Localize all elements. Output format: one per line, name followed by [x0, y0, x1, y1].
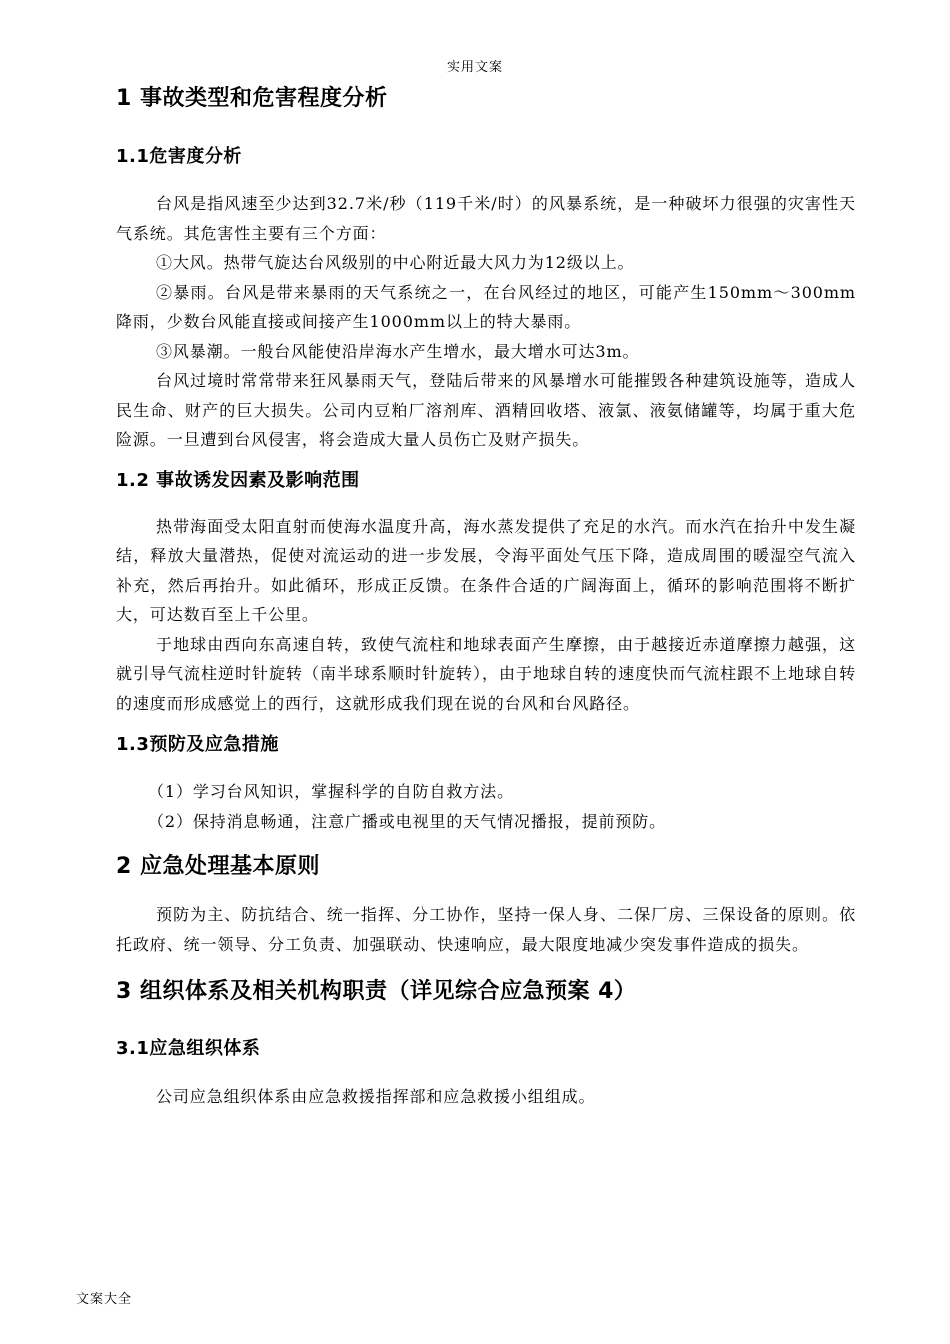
list-item: （1）学习台风知识，掌握科学的自防自救方法。	[148, 782, 514, 801]
paragraph: ①大风。热带气旋达台风级别的中心附近最大风力为12级以上。	[156, 253, 635, 272]
paragraph: 公司应急组织体系由应急救援指挥部和应急救援小组组成。	[156, 1087, 596, 1106]
paragraph: ②暴雨。台风是带来暴雨的天气系统之一，在台风经过的地区，可能产生150mm～300mm降雨，少数台风能直接或间接产生1000mm以上的特大暴雨。	[116, 282, 856, 331]
paragraph: 预防为主、防抗结合、统一指挥、分工协作，坚持一保人身、二保厂房、三保设备的原则。依托政府、统一领导、分工负责、加强联动、快速响应，最大限度地减少突发事件造成的损失。	[116, 905, 856, 954]
paragraph: 台风是指风速至少达到32.7米/秒（119千米/时）的风暴系统，是一种破坏力很强的灾害性天气系统。其危害性主要有三个方面：	[116, 194, 856, 243]
section-2-heading: 2 应急处理基本原则	[116, 854, 320, 879]
document-body	[116, 78, 856, 1112]
section-1-3-heading: 1.3预防及应急措施	[116, 734, 279, 755]
section-3-heading: 3 组织体系及相关机构职责（详见综合应急预案 4）	[116, 979, 637, 1004]
section-1-2-heading: 1.2 事故诱发因素及影响范围	[116, 469, 360, 491]
paragraph: 热带海面受太阳直射而使海水温度升高，海水蒸发提供了充足的水汽。而水汽在抬升中发生凝结，释放大量潜热，促使对流运动的进一步发展，令海平面处气压下降，造成周围的暖湿空气流入补充，然后再抬升。如此循环，形成正反馈。在条件合适的广阔海面上，循环的影响范围将不断扩大，可达数百至上千公里。	[116, 516, 856, 624]
section-3-1-heading: 3.1应急组织体系	[116, 1038, 261, 1059]
page-footer: 文案大全	[76, 1292, 133, 1307]
paragraph: 于地球由西向东高速自转，致使气流柱和地球表面产生摩擦，由于越接近赤道摩擦力越强，这就引导气流柱逆时针旋转（南半球系顺时针旋转），由于地球自转的速度快而气流柱跟不上地球自转的速度而形成感觉上的西行，这就形成我们现在说的台风和台风路径。	[116, 634, 856, 713]
section-1-1-heading: 1.1危害度分析	[116, 146, 242, 167]
paragraph: 台风过境时常常带来狂风暴雨天气，登陆后带来的风暴增水可能摧毁各种建筑设施等，造成人民生命、财产的巨大损失。公司内豆粕厂溶剂库、酒精回收塔、液氯、液氨储罐等，均属于重大危险源。一旦遭到台风侵害，将会造成大量人员伤亡及财产损失。	[116, 371, 856, 449]
page-header: 实用文案	[446, 60, 503, 75]
list-item: （2）保持消息畅通，注意广播或电视里的天气情况播报，提前预防。	[148, 811, 667, 831]
paragraph: ③风暴潮。一般台风能使沿岸海水产生增水，最大增水可达3m。	[156, 341, 640, 361]
section-1-heading: 1 事故类型和危害程度分析	[116, 86, 388, 111]
